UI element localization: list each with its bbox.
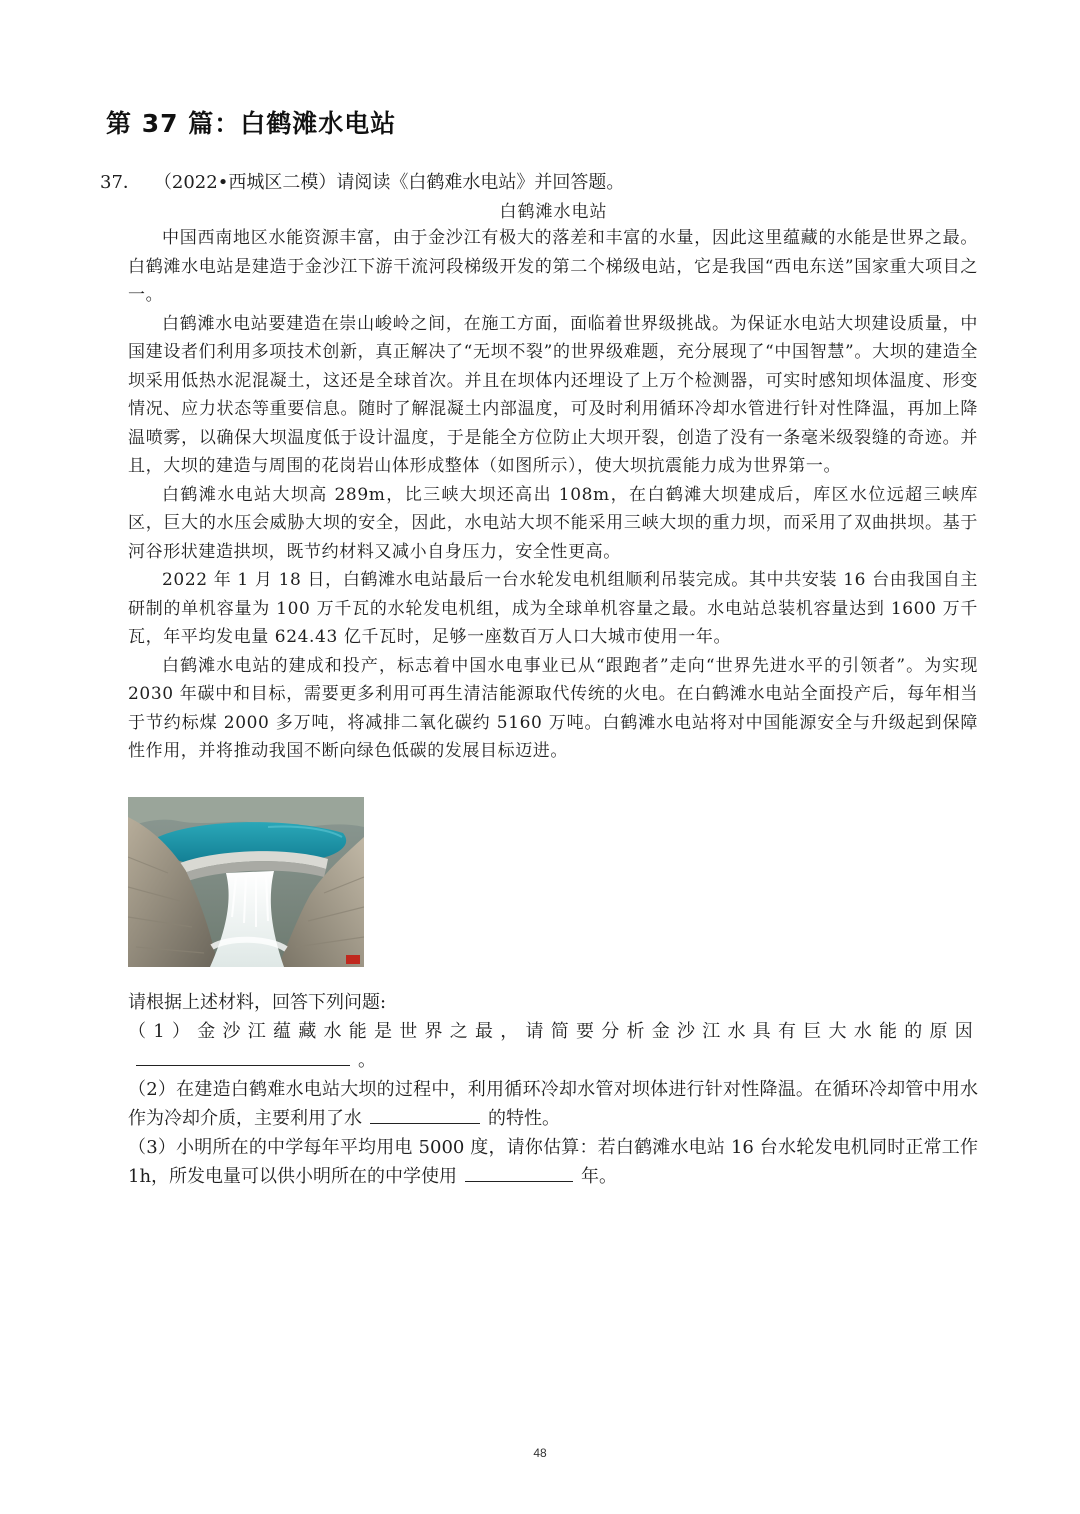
dam-photo [128, 797, 364, 967]
dam-photo-illustration [128, 797, 364, 967]
article-body [128, 224, 978, 766]
question-2 [128, 1075, 978, 1133]
page-number: 48 [533, 1446, 547, 1460]
question-2-text: （2）在建造白鹤难水电站大坝的过程中，利用循环冷却水管对坝体进行针对性降温。在循环冷却管中用水作为冷却介质，主要利用了水 [128, 1079, 978, 1129]
questions-lead: 请根据上述材料，回答下列问题: [128, 992, 387, 1013]
answer-blank-3[interactable] [465, 1163, 573, 1182]
question-2-end: 的特性。 [488, 1108, 560, 1129]
questions-section [128, 988, 978, 1191]
question-intro [100, 168, 624, 194]
question-1 [128, 1017, 978, 1075]
article-paragraph: 白鹤滩水电站大坝高 289m，比三峡大坝还高出 108m，在白鹤滩大坝建成后，库区水位远超三峡库区，巨大的水压会威胁大坝的安全，因此，水电站大坝不能采用三峡大坝的重力坝，而采用了双曲拱坝。基于河谷形状建造拱坝，既节约材料又减小自身压力，安全性更高。 [128, 484, 978, 562]
article-paragraph: 中国西南地区水能资源丰富，由于金沙江有极大的落差和丰富的水量，因此这里蕴藏的水能是世界之最。白鹤滩水电站是建造于金沙江下游干流河段梯级开发的第二个梯级电站，它是我国“西电东送”国家重大项目之一。 [128, 228, 978, 305]
article-paragraph: 白鹤滩水电站的建成和投产，标志着中国水电事业已从“跟跑者”走向“世界先进水平的引领者”。为实现 2030 年碳中和目标，需要更多利用可再生清洁能源取代传统的火电。在白鹤滩水电站全面投产后，每年相当于节约标煤 2000 多万吨，将减排二氧化碳约 5160 万吨。白鹤滩水电站将对中国能源安全与升级起到保障性作用，并将推动我国不断向绿色低碳的发展目标迈进。 [128, 655, 978, 761]
question-1-text: （1）金沙江蕴藏水能是世界之最，请简要分析金沙江水具有巨大水能的原因 [128, 1021, 978, 1042]
question-3-text: （3）小明所在的中学每年平均用电 5000 度，请你估算：若白鹤滩水电站 16 台水轮发电机同时正常工作 1h，所发电量可以供小明所在的中学使用 [128, 1137, 978, 1187]
question-1-end: 。 [358, 1050, 382, 1071]
answer-blank-2[interactable] [370, 1105, 480, 1124]
article-title: 白鹤滩水电站 [499, 202, 608, 222]
question-number: 37． [100, 172, 141, 193]
question-3-end: 年。 [581, 1166, 618, 1187]
question-3 [128, 1133, 978, 1191]
section-heading: 第 37 篇：白鹤滩水电站 [106, 109, 397, 138]
article-paragraph: 2022 年 1 月 18 日，白鹤滩水电站最后一台水轮发电机组顺利吊装完成。其中共安装 16 台由我国自主研制的单机容量为 100 万千瓦的水轮发电机组，成为全球单机容量之最。水电站总装机容量达到 1600 万千瓦，年平均发电量 624.43 亿千瓦时，足够一座数百万人口大城市使用一年。 [128, 570, 978, 647]
question-source-line: （2022•西城区二模）请阅读《白鹤难水电站》并回答题。 [162, 172, 625, 193]
article-paragraph: 白鹤滩水电站要建造在崇山峻岭之间，在施工方面，面临着世界级挑战。为保证水电站大坝建设质量，中国建设者们利用多项技术创新，真正解决了“无坝不裂”的世界级难题，充分展现了“中国智慧”。大坝的建造全坝采用低热水泥混凝土，这还是全球首次。并且在坝体内还埋设了上万个检测器，可实时感知坝体温度、形变情况、应力状态等重要信息。随时了解混凝土内部温度，可及时利用循环冷却水管进行针对性降温，再加上降温喷雾，以确保大坝温度低于设计温度，于是能全方位防止大坝开裂，创造了没有一条毫米级裂缝的奇迹。并且，大坝的建造与周围的花岗岩山体形成整体（如图所示），使大坝抗震能力成为世界第一。 [128, 313, 978, 476]
answer-blank-1[interactable] [136, 1047, 350, 1066]
